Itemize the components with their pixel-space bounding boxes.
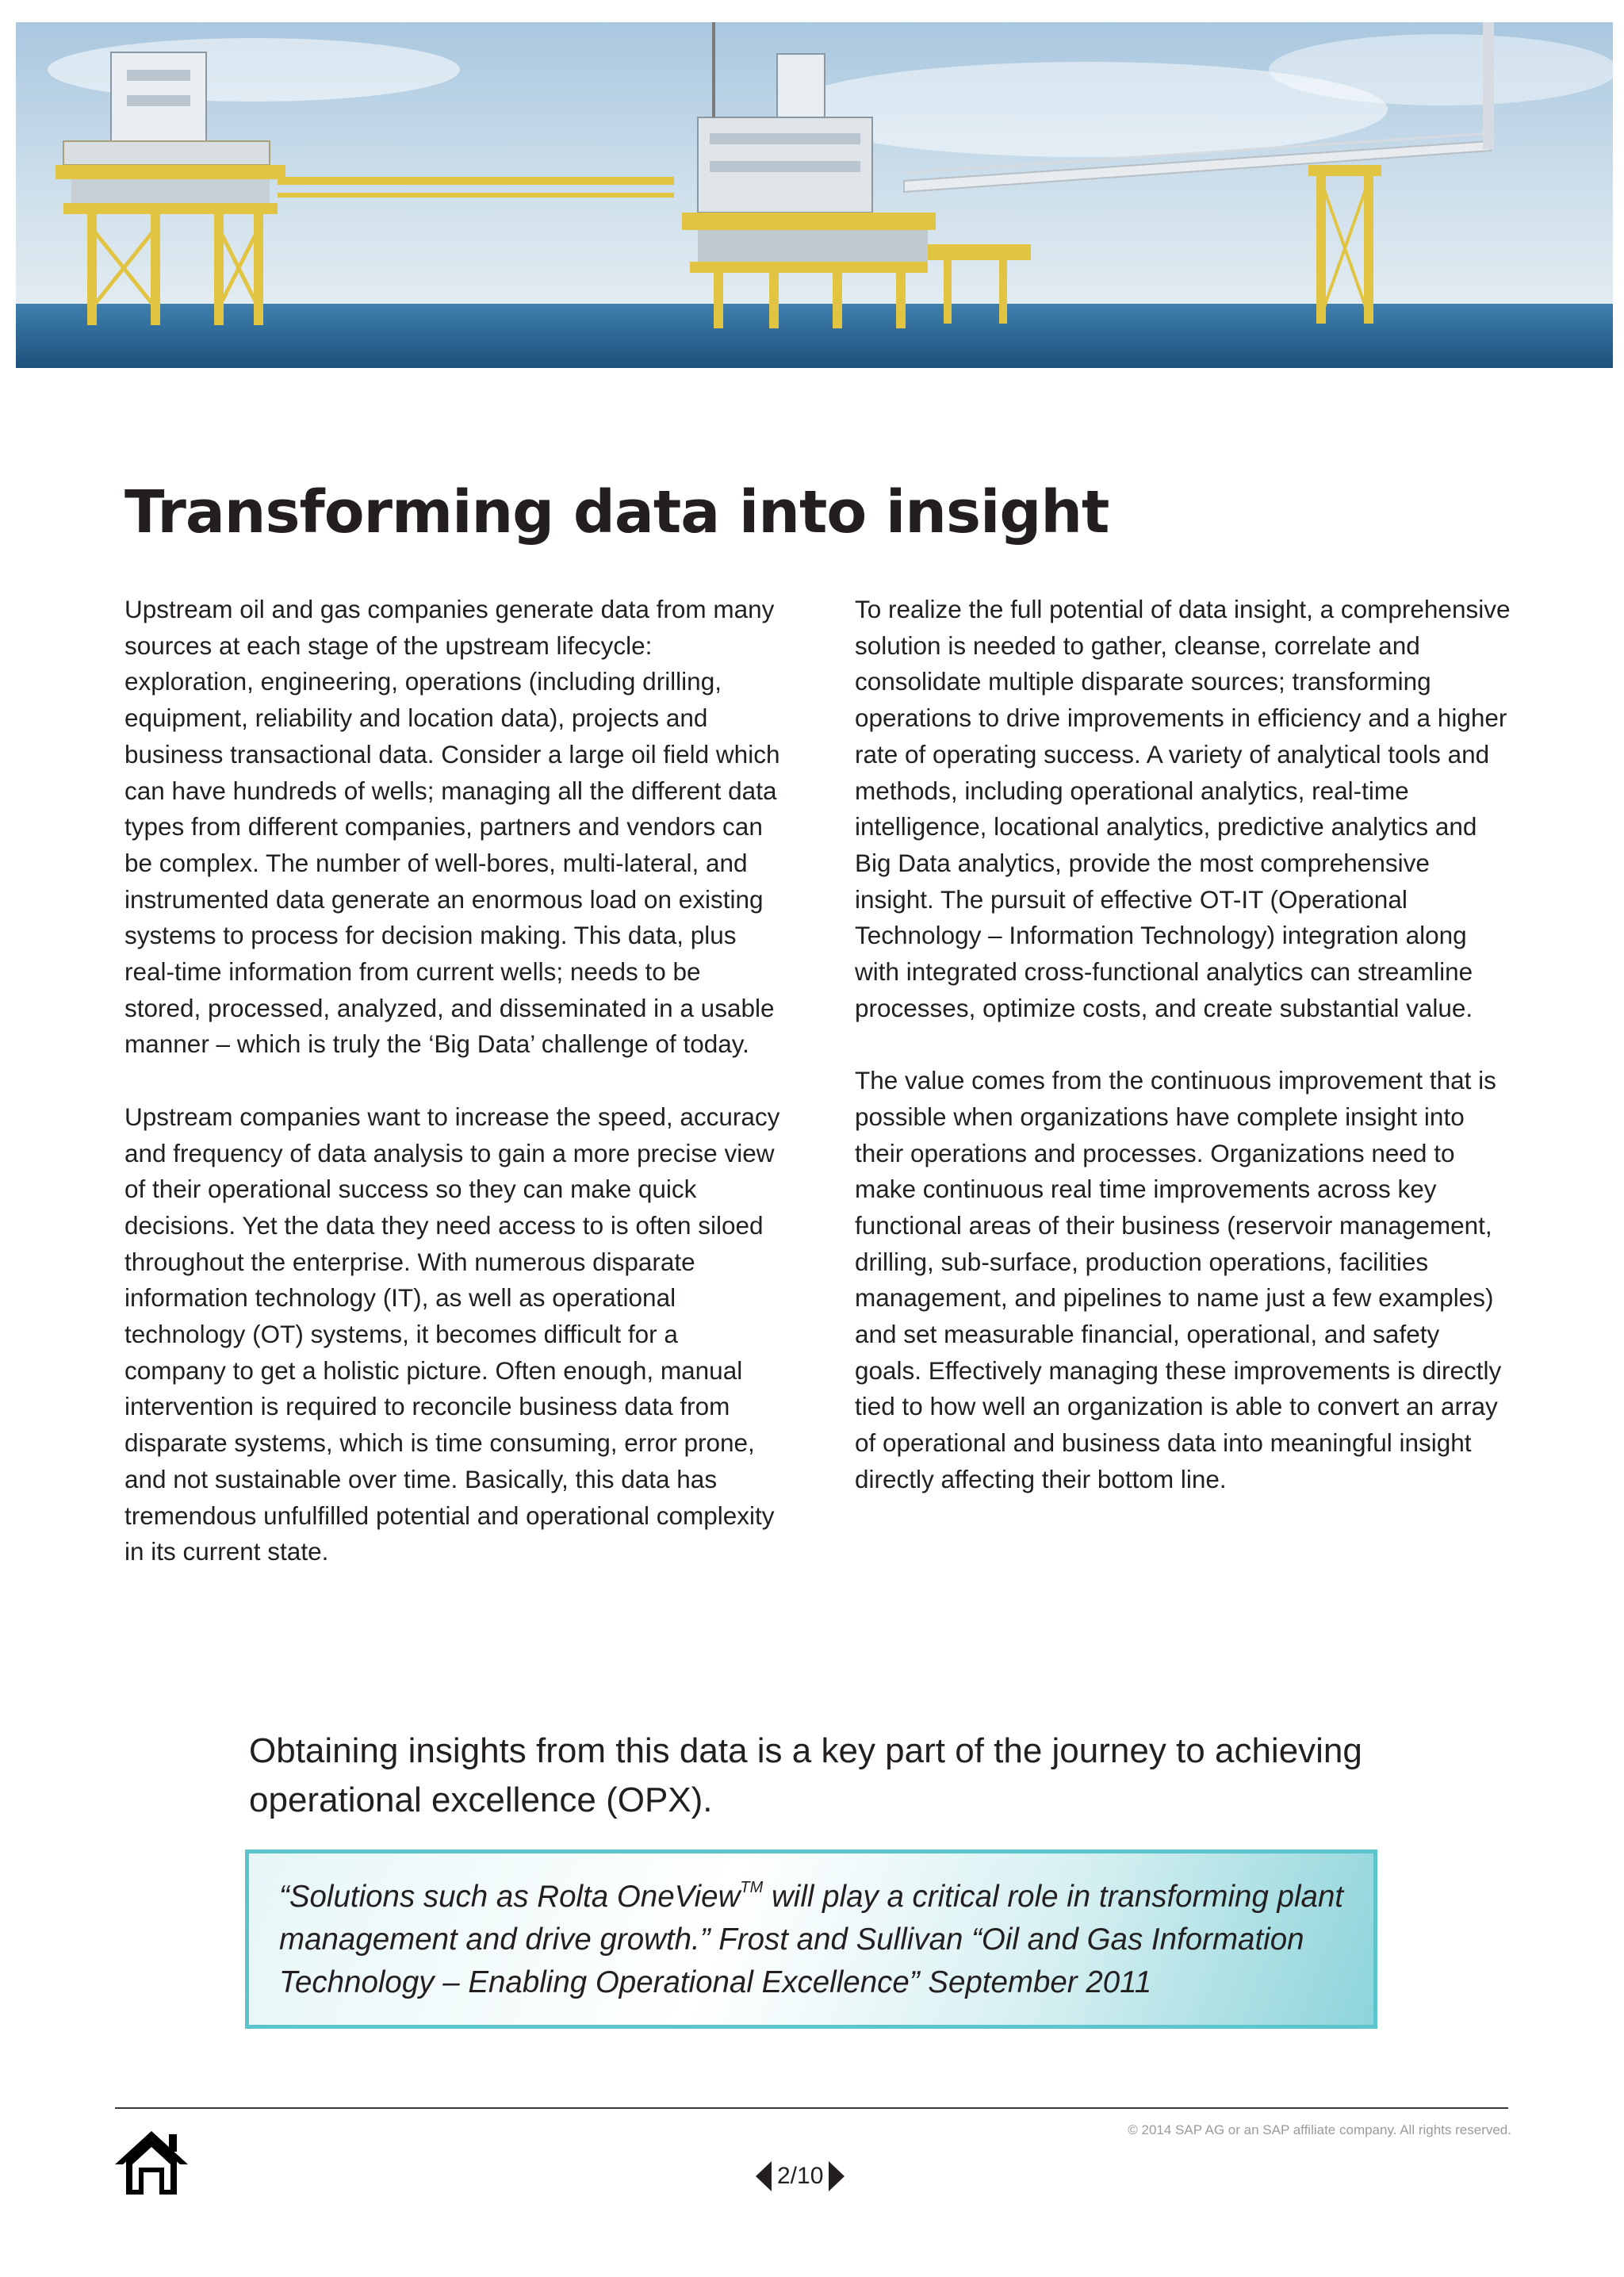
paragraph: The value comes from the continuous improvement that is possible when organizations have complete insight into their operations and processes. Organizations need to make continuous real time improvements across key functional areas of their business (reservoir management, drilling, sub-surface, production operations, facilities management, and pipelines to name just a few examples) and set measurable financial, operational, and safety goals. Effectively managing these improvements is directly tied to how well an organization is able to convert an array of operational and business data into meaningful insight directly affecting their bottom line. (855, 1066, 1502, 1493)
copyright-notice: © 2014 SAP AG or an SAP affiliate company. All rights reserved. (1128, 2122, 1511, 2137)
page-number: 2/10 (777, 2163, 824, 2189)
page-navigator (756, 2159, 845, 2194)
home-icon-graphic (113, 2128, 190, 2198)
home-icon[interactable] (113, 2128, 190, 2198)
trademark-symbol: TM (740, 1879, 764, 1896)
footer-divider (115, 2107, 1508, 2109)
quote-part-2: will play a critical role in transforming plant management and drive growth.” Frost and Sullivan “Oil and Gas Information Technology – Enabling Operational Excellence” September 2011 (279, 1880, 1344, 1999)
right-column (855, 592, 1513, 1534)
hero-image-offshore-platforms (16, 22, 1613, 368)
quote-box (245, 1850, 1377, 2029)
triangle-left-icon[interactable] (756, 2161, 772, 2191)
cloud (48, 38, 460, 102)
triangle-right-icon[interactable] (829, 2161, 845, 2191)
paragraph: To realize the full potential of data insight, a comprehensive solution is needed to gather, cleanse, correlate and consolidate multiple disparate sources; transforming operations to drive improvements in efficiency and a higher rate of operating success. A variety of analytical tools and methods, including operational analytics, real-time intelligence, locational analytics, predictive analytics and Big Data analytics, provide the most comprehensive insight. The pursuit of effective OT-IT (Operational Technology – Information Technology) integration along with integrated cross-functional analytics can streamline processes, optimize costs, and create substantial value. (855, 595, 1511, 1022)
cloud (1269, 34, 1613, 105)
quote-text (279, 1876, 1345, 2004)
offshore-platform-illustration (16, 22, 1613, 368)
quote-part-1: “Solutions such as Rolta OneView (279, 1880, 741, 1914)
left-column (124, 592, 783, 1607)
page-title: Transforming data into insight (124, 478, 1109, 546)
paragraph: Upstream companies want to increase the speed, accuracy and frequency of data analysis to gain a more precise view of their operational success so they can make quick decisions. Yet the data they need access to is often siloed throughout the enterprise. With numerous disparate information technology (IT), as well as operational technology (OT) systems, it becomes difficult for a company to get a holistic picture. Often enough, manual intervention is required to reconcile business data from disparate systems, which is time consuming, error prone, and not sustainable over time. Basically, this data has tremendous unfulfilled potential and operational complexity in its current state. (124, 1102, 780, 1566)
paragraph: Upstream oil and gas companies generate data from many sources at each stage of the upstream lifecycle: exploration, engineering, operations (including drilling, equipment, reliability and location data), projects and business transactional data. Consider a large oil field which can have hundreds of wells; managing all the different data types from different companies, partners and vendors can be complex. The number of well-bores, multi-lateral, and instrumented data generate an enormous load on existing systems to process for decision making. This data, plus real-time information from current wells; needs to be stored, processed, analyzed, and disseminated in a usable manner – which is truly the ‘Big Data’ challenge of today. (124, 595, 780, 1059)
callout-text: Obtaining insights from this data is a key part of the journey to achieving operational excellence (OPX). (249, 1731, 1362, 1819)
